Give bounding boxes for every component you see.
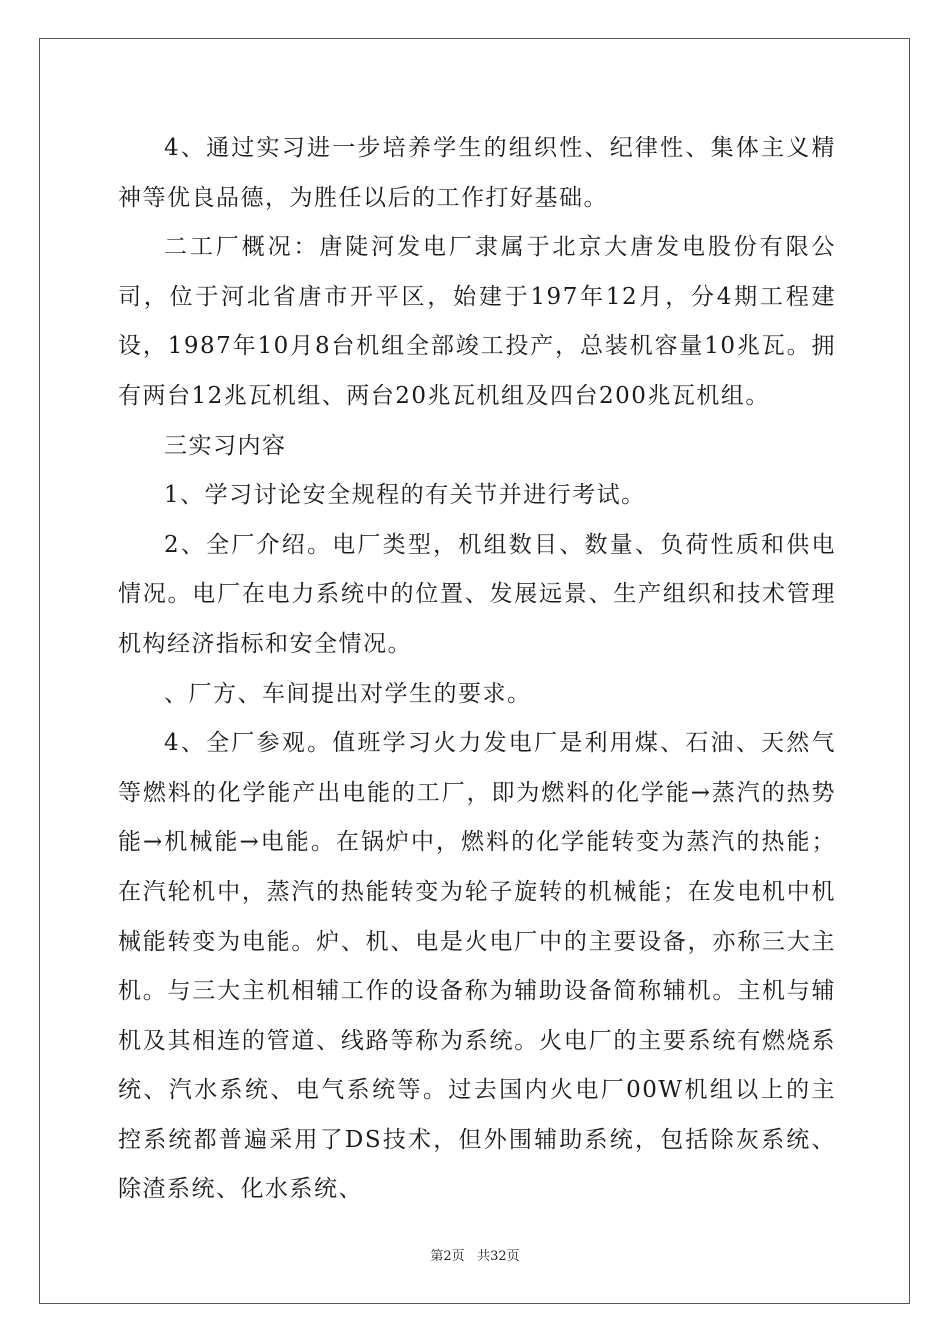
page-footer [0, 1245, 950, 1264]
paragraph: 2、全厂介绍。电厂类型，机组数目、数量、负荷性质和供电情况。电厂在电力系统中的位置、发展远景、生产组织和技术管理机构经济指标和安全情况。 [118, 531, 836, 657]
paragraph: 二工厂概况：唐陡河发电厂隶属于北京大唐发电股份有限公司，位于河北省唐市开平区，始建于197年12月，分4期工程建设，1987年10月8台机组全部竣工投产，总装机容量10兆瓦。拥有两台12兆瓦机组、两台20兆瓦机组及四台200兆瓦机组。 [118, 234, 836, 409]
page-number: 第2页 [430, 1249, 465, 1264]
paragraph: 4、通过实习进一步培养学生的组织性、纪律性、集体主义精神等优良品德，为胜任以后的工作打好基础。 [118, 135, 836, 211]
section-heading: 三实习内容 [164, 432, 287, 459]
paragraph: 1、学习讨论安全规程的有关节并进行考试。 [164, 482, 646, 509]
document-body [118, 124, 836, 1215]
page-total: 共32页 [477, 1249, 520, 1264]
paragraph: 4、全厂参观。值班学习火力发电厂是利用煤、石油、天然气等燃料的化学能产出电能的工厂，即为燃料的化学能→蒸汽的热势能→机械能→电能。在锅炉中，燃料的化学能转变为蒸汽的热能；在汽轮机中，蒸汽的热能转变为轮子旋转的机械能；在发电机中机械能转变为电能。炉、机、电是火电厂中的主要设备，亦称三大主机。与三大主机相辅工作的设备称为辅助设备简称辅机。主机与辅机及其相连的管道、线路等称为系统。火电厂的主要系统有燃烧系统、汽水系统、电气系统等。过去国内火电厂00W机组以上的主控系统都普遍采用了DS技术，但外围辅助系统，包括除灰系统、除渣系统、化水系统、 [118, 730, 836, 1203]
paragraph: 、厂方、车间提出对学生的要求。 [164, 680, 532, 707]
